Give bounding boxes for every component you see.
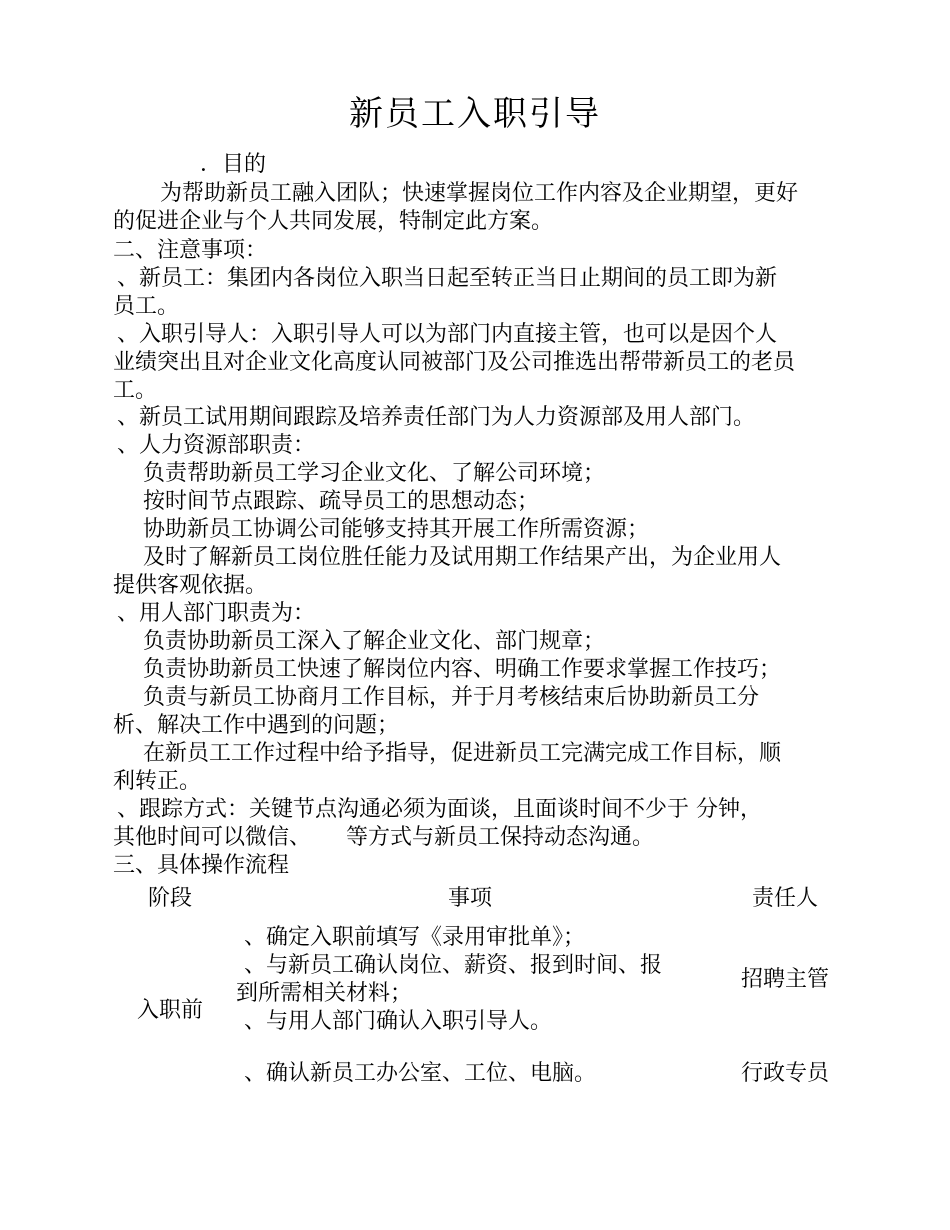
paragraph-line: 、人力资源部职责： <box>117 433 316 458</box>
paragraph-line: 提供客观依据。 <box>113 573 268 598</box>
paragraph-line: 负责帮助新员工学习企业文化、了解公司环境； <box>143 461 606 486</box>
paragraph-line: 及时了解新员工岗位胜任能力及试用期工作结果产出，为企业用人 <box>143 545 782 570</box>
table-item-line: 、确认新员工办公室、工位、电脑。 <box>244 1061 597 1086</box>
table-item-line: 、与用人部门确认入职引导人。 <box>244 1009 553 1034</box>
paragraph-line: 、新员工试用期间跟踪及培养责任部门为人力资源部及用人部门。 <box>117 405 756 430</box>
paragraph-line: 员工。 <box>113 294 180 319</box>
paragraph-line: 在新员工工作过程中给予指导，促进新员工完满完成工作目标，顺 <box>143 741 782 766</box>
paragraph-line: 的促进企业与个人共同发展，特制定此方案。 <box>113 209 554 234</box>
paragraph-line: 析、解决工作中遇到的问题； <box>113 713 400 738</box>
table-item-line: 、与新员工确认岗位、薪资、报到时间、报 <box>244 953 663 978</box>
paragraph-line: 、用人部门职责为： <box>117 601 316 626</box>
table-item-line: 到所需相关材料； <box>236 981 413 1006</box>
table-item-line: 、确定入职前填写《录用审批单》； <box>244 925 586 950</box>
table-owner-cell: 招聘主管 <box>740 967 829 992</box>
table-owner-cell: 行政专员 <box>740 1061 829 1086</box>
section-process-heading: 三、具体操作流程 <box>113 853 290 878</box>
table-header-item: 事项 <box>447 886 492 911</box>
paragraph-line: 利转正。 <box>113 769 202 794</box>
paragraph-line: 、新员工：集团内各岗位入职当日起至转正当日止期间的员工即为新 <box>117 266 778 291</box>
paragraph-line: 协助新员工协调公司能够支持其开展工作所需资源； <box>143 517 650 542</box>
table-header-stage: 阶段 <box>147 886 192 911</box>
paragraph-line: 其他时间可以微信、 等方式与新员工保持动态沟通。 <box>113 825 654 850</box>
table-header-owner: 责任人 <box>751 886 818 911</box>
paragraph-line: 、入职引导人：入职引导人可以为部门内直接主管，也可以是因个人 <box>117 322 778 347</box>
table-stage-cell: 入职前 <box>136 998 203 1023</box>
section-purpose-heading: ．目的 <box>200 152 267 177</box>
paragraph-line: 负责协助新员工快速了解岗位内容、明确工作要求掌握工作技巧； <box>143 657 782 682</box>
paragraph-line: 按时间节点跟踪、疏导员工的思想动态； <box>143 489 540 514</box>
paragraph-line: 、跟踪方式：关键节点沟通必须为面谈，且面谈时间不少于 分钟， <box>117 797 762 822</box>
paragraph-line: 业绩突出且对企业文化高度认同被部门及公司推选出帮带新员工的老员 <box>113 350 796 375</box>
paragraph-line: 负责协助新员工深入了解企业文化、部门规章； <box>143 629 606 654</box>
paragraph-line: 负责与新员工协商月工作目标，并于月考核结束后协助新员工分 <box>143 685 760 710</box>
paragraph-line: 工。 <box>113 378 158 403</box>
paragraph-line: 为帮助新员工融入团队；快速掌握岗位工作内容及企业期望，更好 <box>160 181 799 206</box>
section-notes-heading: 二、注意事项： <box>113 238 268 263</box>
document-title: 新员工入职引导 <box>349 94 601 134</box>
